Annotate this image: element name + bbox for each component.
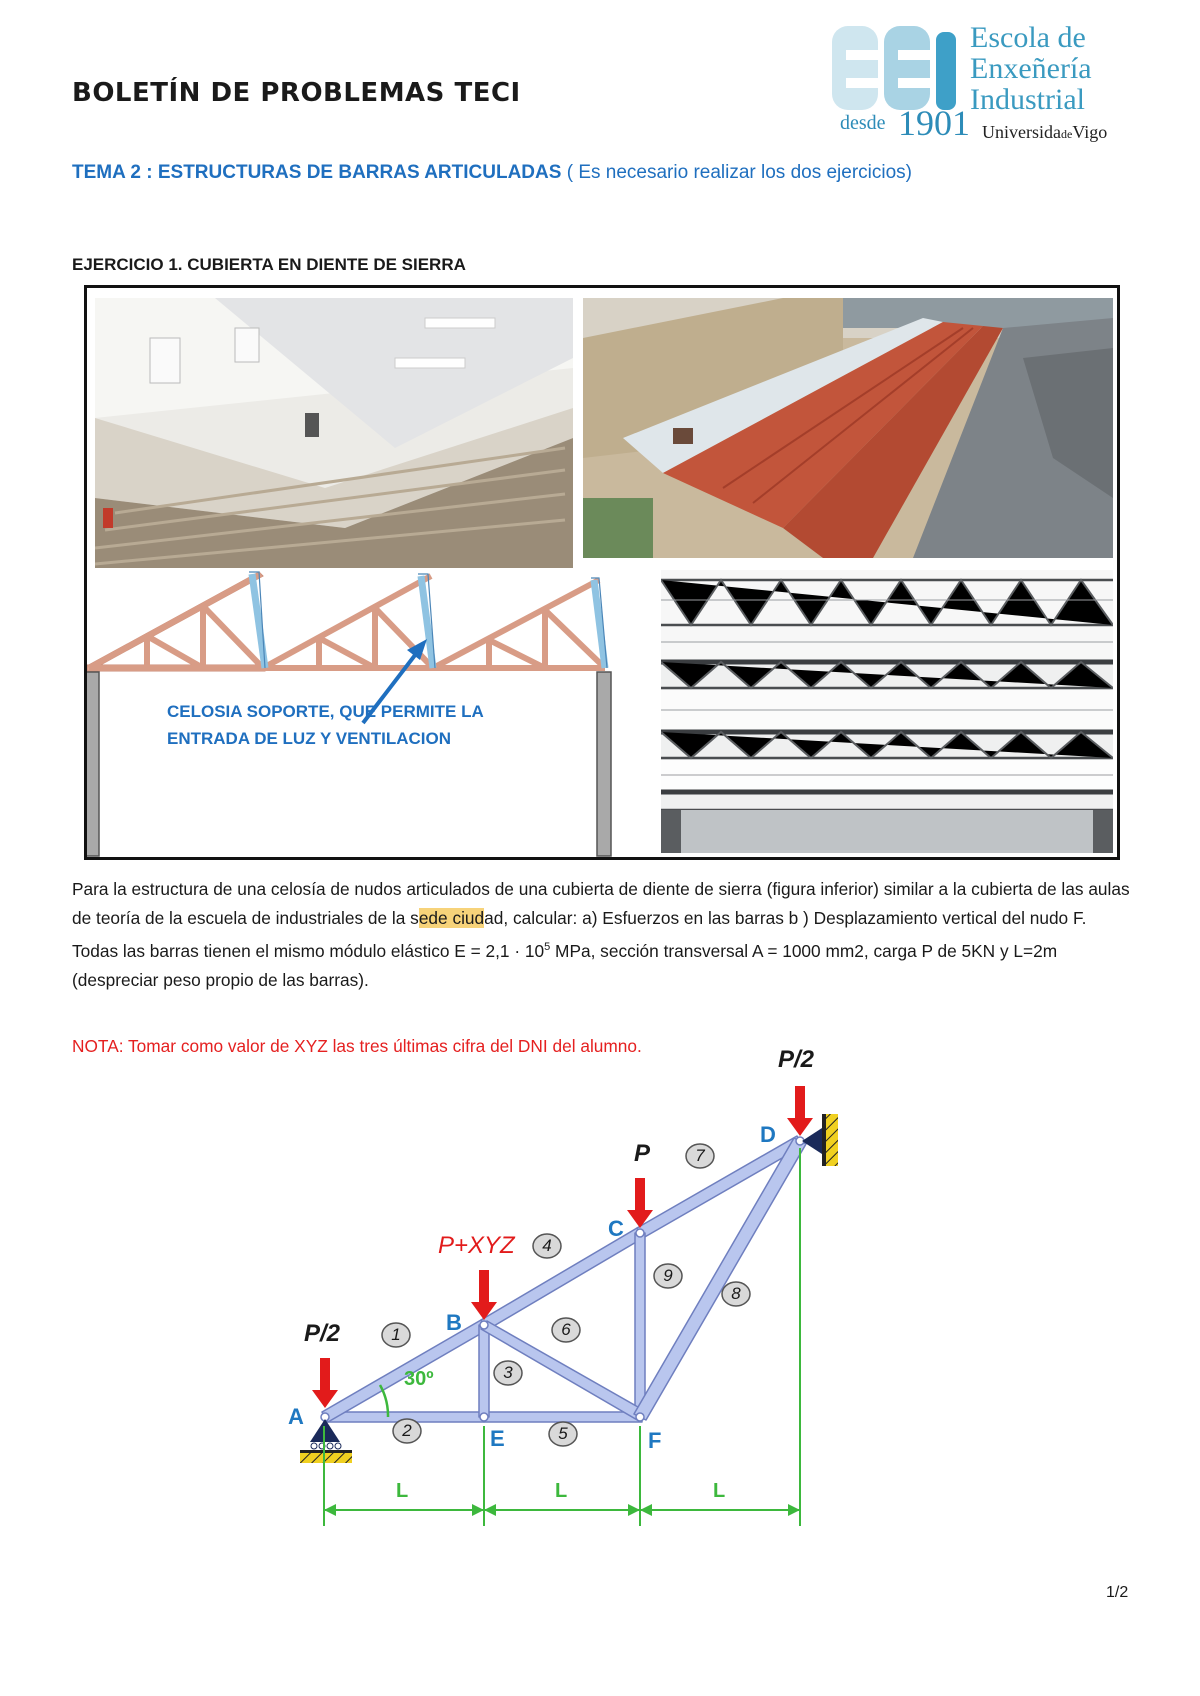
figure-frame [84,285,1120,860]
bar-label-6: 6 [561,1320,571,1339]
bar-number-circles [382,1144,750,1446]
node-label-b: B [446,1310,462,1335]
support-a [300,1419,352,1463]
load-arrow-d [787,1086,813,1136]
topic-title: TEMA 2 : ESTRUCTURAS DE BARRAS ARTICULADAS [72,162,562,183]
node-label-e: E [490,1426,505,1451]
node-pin-c [636,1229,644,1237]
topic-heading [72,162,912,184]
node-pin-e [480,1413,488,1421]
sawtooth-roof-photo [583,298,1113,558]
bar-label-4: 4 [542,1236,552,1255]
bar-label-8: 8 [731,1284,741,1303]
bar-label-9: 9 [663,1266,673,1285]
node-label-d: D [760,1122,776,1147]
bar-5 [484,1412,642,1422]
problem-statement: Para la estructura de una celosía de nudos articulados de una cubierta de diente de sierra (figura inferior) similar a la cubierta de las aulas de teoría de la escuela de industriales de la sede ciudad, calcular: a) Esfuerzos en las barras b ) Desplazamiento vertical del nudo F. Todas las barras tienen el mismo módulo elástico $E = 2,1 \cdot 10^5$ MPa, sección transversal A = 1000 mm2, carga P de 5KN y L=2m (despreciar peso propio de las barras). [72,879,1130,990]
nota-text: NOTA: Tomar como valor de XYZ las tres últimas cifra del DNI del alumno. [72,1036,642,1056]
logo-desde: desde [840,112,886,134]
load-label-c: P [634,1140,651,1167]
page-number: 1/2 [1106,1584,1129,1601]
node-label-c: C [608,1216,624,1241]
truss-diagram [288,1046,940,1588]
logo-university: UniversidadeVigo [982,122,1108,142]
logo-line2: Enxeñería [970,52,1092,85]
logo-line1: Escola de [970,21,1086,54]
span-label-3: L [713,1480,726,1502]
span-label-1: L [396,1480,409,1502]
node-pin-f [636,1413,644,1421]
exponent: 5 [544,941,551,953]
load-label-b: P+XYZ [438,1232,515,1259]
topic-note: ( Es necesario realizar los dos ejercicios) [566,162,913,183]
caption-line-2: ENTRADA DE LUZ Y VENTILACION [167,729,451,748]
bar-label-7: 7 [695,1146,705,1165]
highlighted-text: ede ciud [418,908,485,928]
bar-label-5: 5 [558,1424,568,1443]
load-label-a: P/2 [304,1320,341,1347]
bar-9 [635,1233,645,1417]
angle-label: 30º [404,1368,434,1390]
node-pin-b [480,1321,488,1329]
load-arrow-a [312,1358,338,1408]
logo-year: 1901 [898,103,970,143]
illustration-caption [167,698,484,752]
classroom-photo [95,298,573,568]
school-logo [832,22,1132,150]
node-label-a: A [288,1404,304,1429]
node-label-f: F [648,1428,662,1453]
truss-illustration [87,568,647,858]
span-label-2: L [555,1480,568,1502]
exercise-title: EJERCICIO 1. CUBIERTA EN DIENTE DE SIERRA [72,255,466,274]
bar-label-3: 3 [503,1363,513,1382]
document-title: BOLETÍN DE PROBLEMAS TECI [72,78,521,108]
bar-label-1: 1 [391,1325,401,1344]
caption-line-1: CELOSIA SOPORTE, QUE PERMITE LA [167,702,484,721]
load-label-d: P/2 [778,1046,815,1073]
bar-label-2: 2 [402,1421,412,1440]
steel-truss-photo [661,570,1113,853]
bar-3 [479,1325,489,1417]
logo-line3: Industrial [970,83,1085,116]
